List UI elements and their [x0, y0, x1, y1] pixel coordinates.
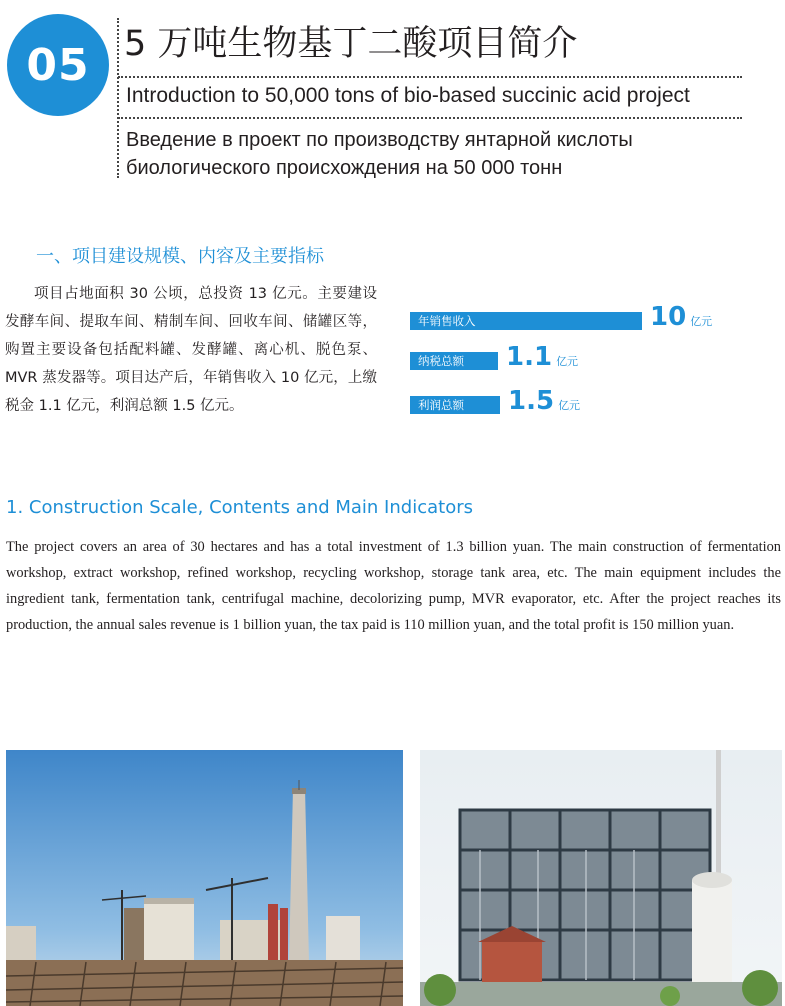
- section-number-badge: [7, 14, 109, 116]
- page-title-en: Introduction to 50,000 tons of bio-based succinic acid project: [126, 84, 690, 107]
- section-paragraph-en: The project covers an area of 30 hectares and has a total investment of 1.3 billion yuan. The main construction of fermentation workshop, extract workshop, refined workshop, recycling workshop, storage tank area, etc. The main equipment includes the ingredient tank, fermentation tank, centrifugal machine, decolorizing pump, MVR evaporator, etc. After the project reaches its production, the annual sales revenue is 1 billion yuan, the tax paid is 110 million yuan, and the total profit is 150 million yuan.: [6, 539, 781, 633]
- section-heading-cn: 一、项目建设规模、内容及主要指标: [36, 246, 324, 267]
- indicator-bar: 年销售收入: [410, 312, 642, 330]
- page-title-cn: 5 万吨生物基丁二酸项目简介: [124, 24, 578, 64]
- section-paragraph-cn: 项目占地面积 30 公顷，总投资 13 亿元。主要建设发酵车间、提取车间、精制车间、回收车间、储罐区等，购置主要设备包括配料罐、发酵罐、离心机、脱色泵、MVR 蒸发器等。项目达产后，年销售收入 10 亿元，上缴税金 1.1 亿元，利润总额 1.5 亿元。: [5, 286, 377, 414]
- indicator-row: [410, 342, 579, 372]
- indicator-unit: 亿元: [690, 315, 713, 328]
- indicator-value: 10: [650, 302, 687, 332]
- header-divider-2: [118, 117, 742, 119]
- page-title-ru: Введение в проект по производству янтарной кислоты биологического происхождения на 50 000 тонн: [126, 129, 633, 179]
- indicator-row: [410, 386, 581, 416]
- indicator-value: 1.1: [506, 342, 553, 372]
- indicator-value: 1.5: [508, 386, 555, 416]
- indicator-bar: 利润总额: [410, 396, 500, 414]
- indicator-unit: 亿元: [556, 355, 579, 368]
- indicator-unit: 亿元: [558, 399, 581, 412]
- indicator-bar: 纳税总额: [410, 352, 498, 370]
- indicator-row: [410, 302, 713, 332]
- header-divider-1: [118, 76, 742, 78]
- plant-facility-photo: [420, 750, 782, 1006]
- section-heading-en: 1. Construction Scale, Contents and Main Indicators: [6, 497, 473, 518]
- header-vertical-divider: [117, 18, 119, 178]
- section-number: 05: [26, 39, 90, 91]
- construction-site-photo: [6, 750, 403, 1006]
